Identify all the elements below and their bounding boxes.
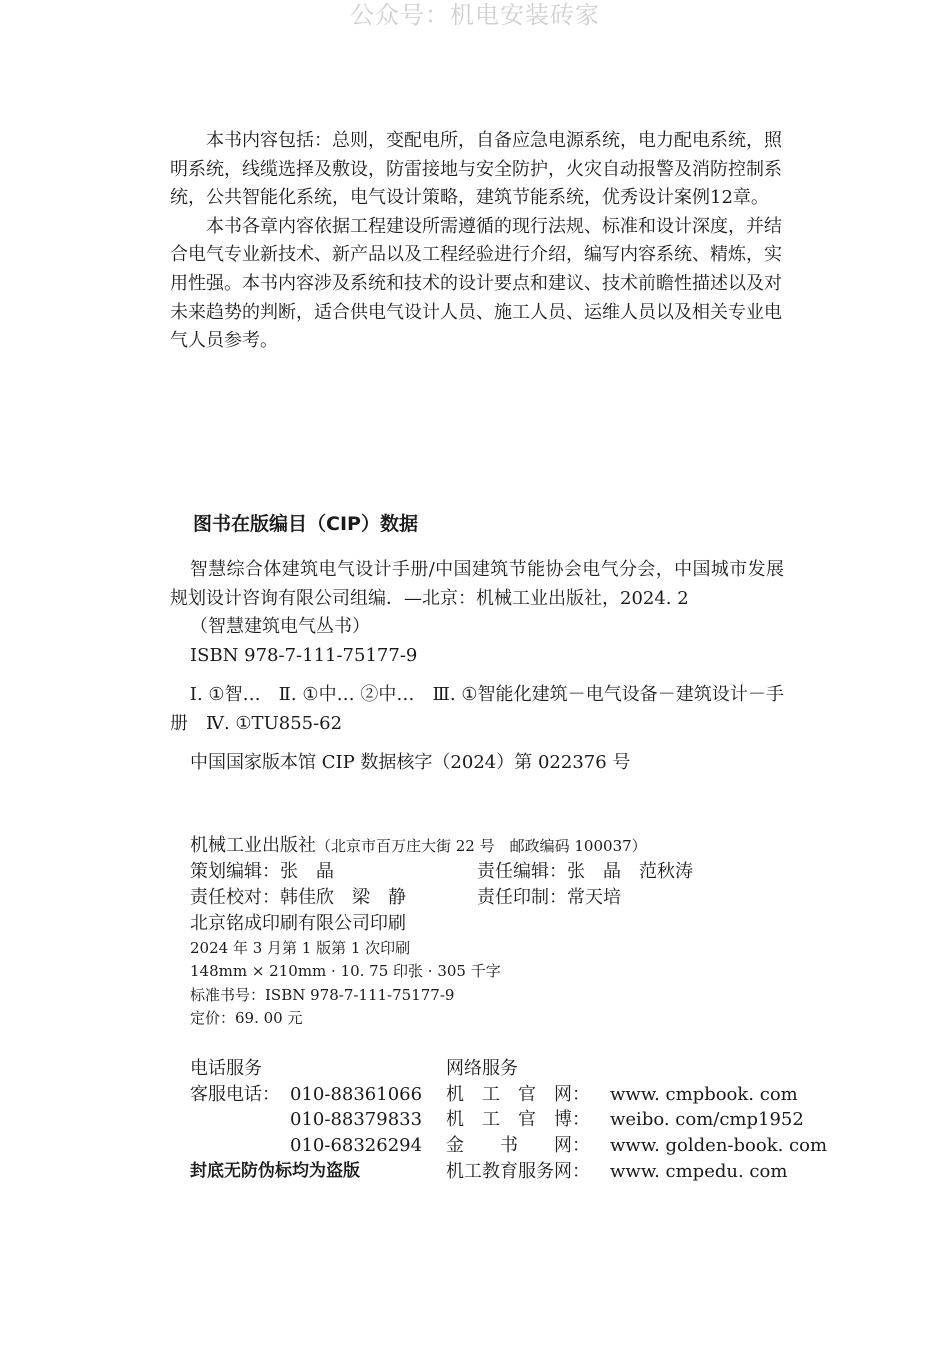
price: 定价：69. 00 元: [190, 1008, 303, 1027]
web-service-heading: 网络服务: [446, 1058, 518, 1079]
cip-block: [170, 556, 784, 778]
cip-entry: 智慧综合体建筑电气设计手册/中国建筑节能协会电气分会，中国城市发展规划设计咨询有限公司组编．—北京：机械工业出版社，2024. 2: [170, 559, 784, 609]
imprint-block: [190, 833, 790, 1030]
web-url: www. cmpedu. com: [610, 1160, 788, 1182]
cip-series: （智慧建筑电气丛书）: [190, 616, 370, 637]
summary-paragraph-2: 本书各章内容依据工程建设所需遵循的现行法规、标准和设计深度，并结合电气专业新技术、新产品以及工程经验进行介绍，编写内容系统、精炼，实用性强。本书内容涉及系统和技术的设计要点和建议、技术前瞻性描述以及对未来趋势的判断，适合供电气设计人员、施工人员、运维人员以及相关专业电气人员参考。: [170, 215, 782, 352]
service-row: [190, 1159, 810, 1185]
watermark: 公众号：机电安装砖家: [350, 1, 600, 29]
web-label: 机工教育服务网：: [446, 1160, 590, 1182]
anti-counterfeit-notice: 封底无防伪标均为盗版: [190, 1160, 360, 1181]
responsible-editor: 责任编辑：张 晶 范秋涛: [477, 861, 693, 882]
service-heading-row: [190, 1056, 810, 1082]
phone-service-heading: 电话服务: [190, 1058, 262, 1079]
service-block: [190, 1056, 828, 1184]
web-label: 机 工 官 博：: [446, 1109, 590, 1131]
summary-paragraph-1: 本书内容包括：总则，变配电所，自备应急电源系统，电力配电系统，照明系统，线缆选择及敷设，防雷接地与安全防护，火灾自动报警及消防控制系统，公共智能化系统，电气设计策略，建筑节能系统，优秀设计案例12章。: [170, 130, 782, 209]
web-label: 机 工 官 网：: [446, 1083, 590, 1105]
cip-isbn: ISBN 978-7-111-75177-9: [190, 644, 418, 666]
planning-editor: 策划编辑：张 晶: [190, 861, 334, 882]
web-url: www. golden-book. com: [610, 1135, 828, 1157]
edition: 2024 年 3 月第 1 版第 1 次印刷: [190, 939, 411, 957]
phone-number: 010-68326294: [290, 1135, 423, 1157]
cip-classification: Ⅰ. ①智… Ⅱ. ①中… ②中… Ⅲ. ①智能化建筑－电气设备－建筑设计－手册 Ⅳ. ①TU855-62: [170, 684, 784, 734]
proof-line: [190, 885, 790, 911]
printer: 北京铭成印刷有限公司印刷: [190, 913, 406, 934]
web-url: weibo. com/cmp1952: [610, 1109, 804, 1131]
publisher-address: （北京市百万庄大街 22 号 邮政编码 100037）: [316, 837, 647, 855]
format: 148mm × 210mm · 10. 75 印张 · 305 千字: [190, 962, 501, 981]
cip-core-number: 中国国家版本馆 CIP 数据核字（2024）第 022376 号: [190, 752, 631, 773]
editors-line: [190, 859, 790, 885]
service-row: [190, 1133, 828, 1159]
phone-number: 010-88379833: [290, 1109, 423, 1131]
service-row: [190, 1107, 810, 1133]
web-label: 金 书 网：: [446, 1135, 590, 1157]
print-supervisor: 责任印制：常天培: [477, 887, 621, 908]
publisher-line: [190, 833, 790, 859]
book-summary: [170, 127, 782, 356]
proofreader: 责任校对：韩佳欣 梁 静: [190, 887, 406, 908]
standard-number: 标准书号：ISBN 978-7-111-75177-9: [190, 985, 455, 1004]
phone-label: 客服电话：: [190, 1083, 280, 1105]
publisher-name: 机械工业出版社: [190, 835, 316, 856]
phone-number: 010-88361066: [290, 1083, 423, 1105]
service-row: [190, 1082, 810, 1108]
web-url: www. cmpbook. com: [610, 1083, 798, 1105]
cip-title: 图书在版编目（CIP）数据: [193, 513, 418, 535]
